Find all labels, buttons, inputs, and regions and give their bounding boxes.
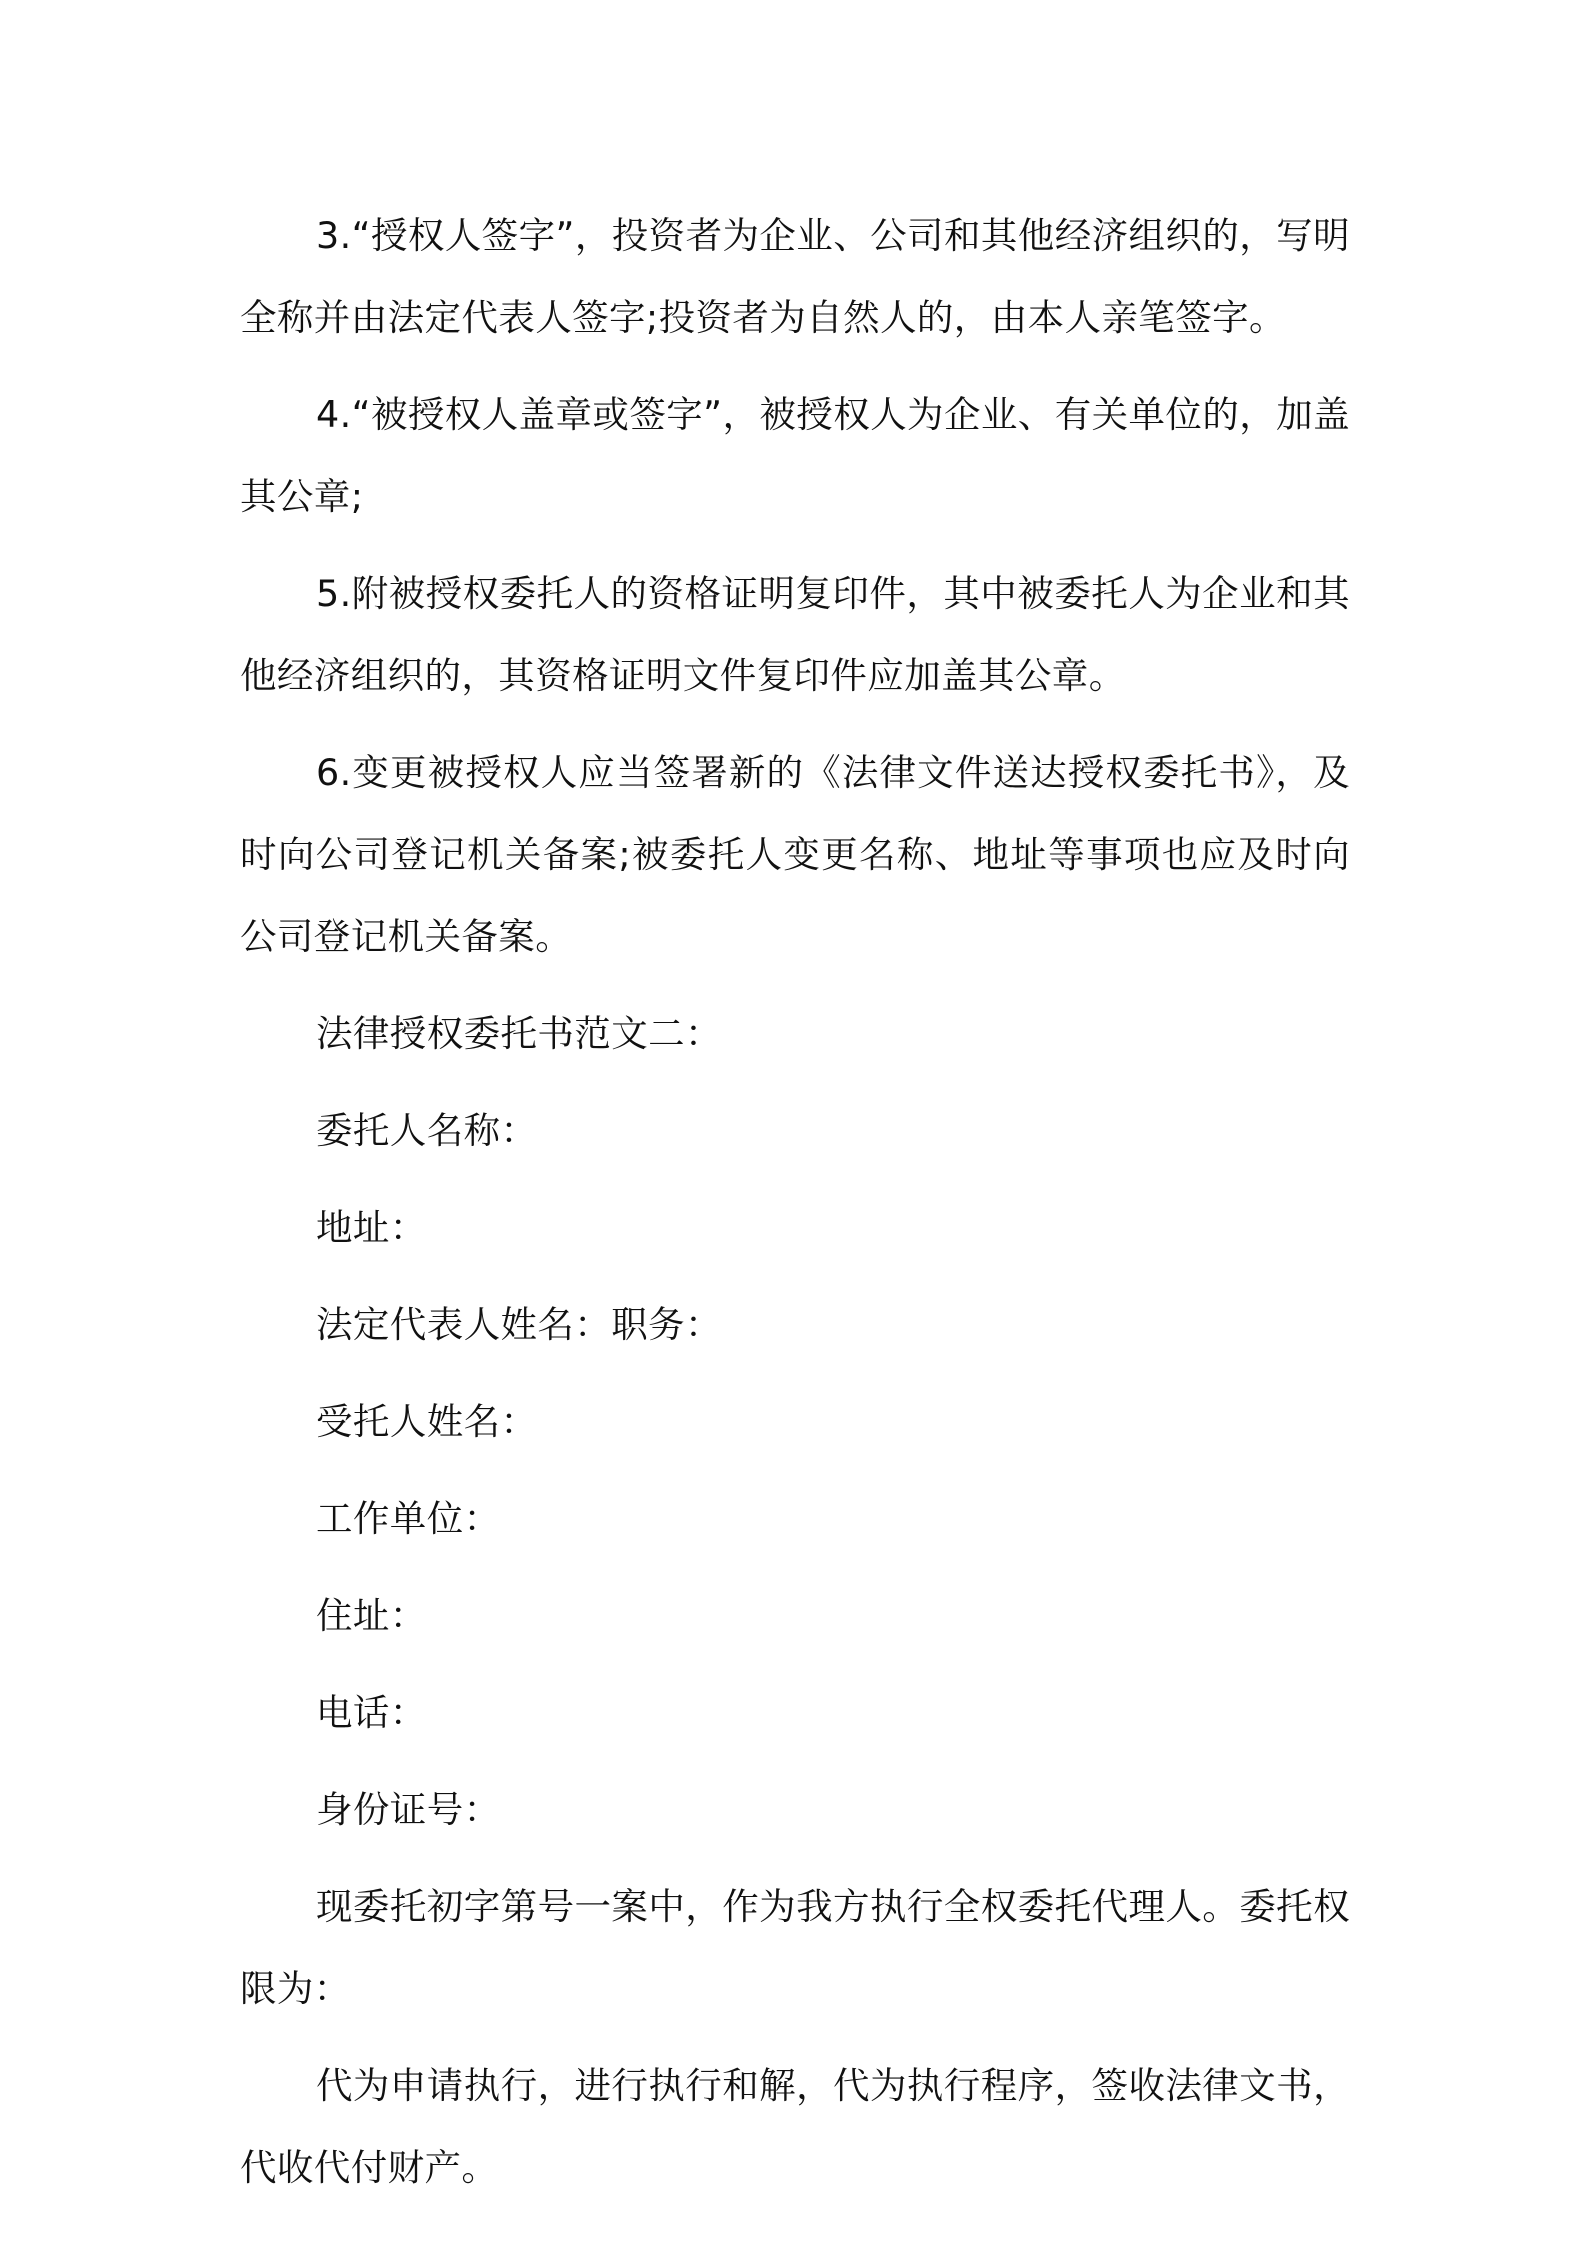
- field-agent-name: 受托人姓名：: [316, 1400, 538, 1443]
- paragraph-item-4: 4.“被授权人盖章或签字”，被授权人为企业、有关单位的，加盖其公章;: [240, 393, 1350, 518]
- field-phone: 电话：: [316, 1691, 427, 1734]
- field-principal-name: 委托人名称：: [316, 1109, 538, 1152]
- field-residence: 住址：: [316, 1594, 427, 1637]
- field-legal-representative: 法定代表人姓名：职务：: [316, 1303, 722, 1346]
- section-title: 法律授权委托书范文二：: [316, 1012, 722, 1055]
- paragraph-item-5: 5.附被授权委托人的资格证明复印件，其中被委托人为企业和其他经济组织的，其资格证明文件复印件应加盖其公章。: [240, 572, 1350, 697]
- closing-paragraph-scope: 代为申请执行，进行执行和解，代为执行程序，签收法律文书，代收代付财产。: [240, 2064, 1350, 2189]
- paragraph-item-3: 3.“授权人签字”，投资者为企业、公司和其他经济组织的，写明全称并由法定代表人签字;投资者为自然人的，由本人亲笔签字。: [240, 214, 1350, 339]
- field-id-number: 身份证号：: [316, 1788, 501, 1831]
- field-work-unit: 工作单位：: [316, 1497, 501, 1540]
- document-page: [240, 195, 1350, 2224]
- field-address: 地址：: [316, 1206, 427, 1249]
- closing-paragraph-authorization: 现委托初字第号一案中，作为我方执行全权委托代理人。委托权限为：: [240, 1885, 1350, 2010]
- paragraph-item-6: 6.变更被授权人应当签署新的《法律文件送达授权委托书》，及时向公司登记机关备案;被委托人变更名称、地址等事项也应及时向公司登记机关备案。: [240, 751, 1350, 958]
